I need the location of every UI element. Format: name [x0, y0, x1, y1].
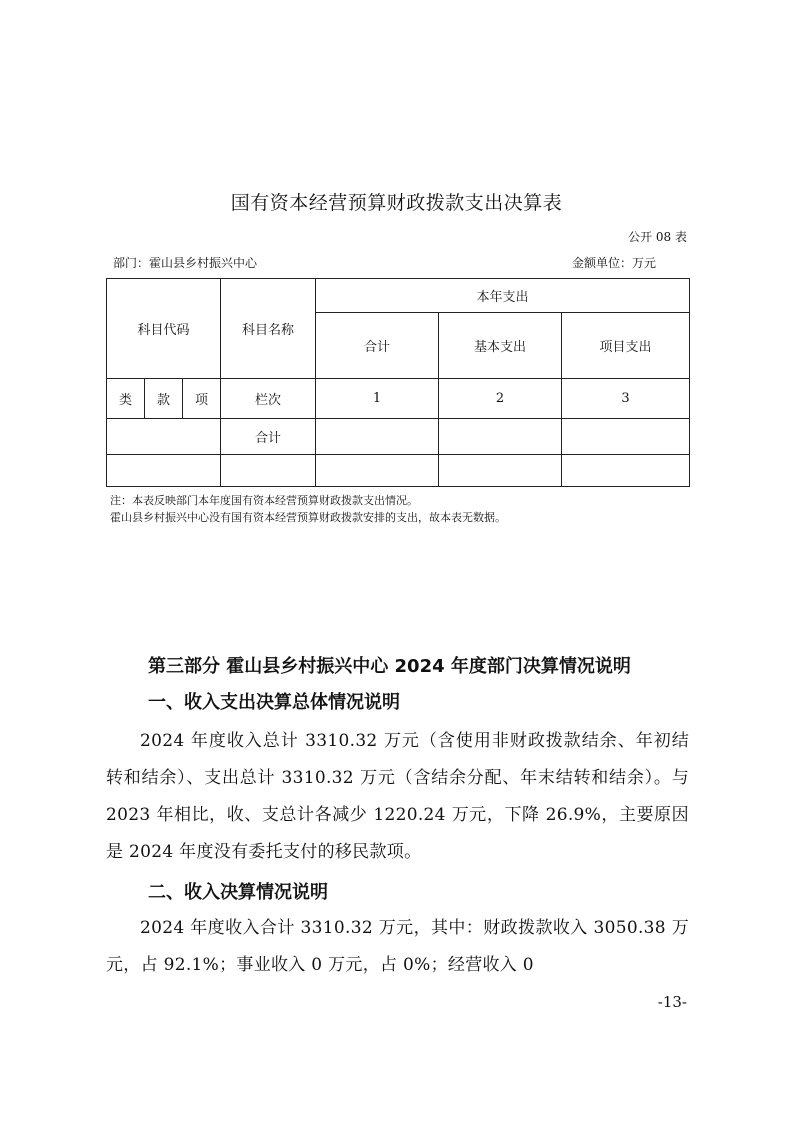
- table-cell: [107, 419, 221, 455]
- subsection-heading: 一、收入支出决算总体情况说明: [148, 692, 400, 713]
- header-basic: 基本支出: [439, 313, 562, 379]
- header-current-year: 本年支出: [316, 279, 690, 313]
- header-project: 项目支出: [562, 313, 690, 379]
- page-number: -13-: [657, 993, 687, 1011]
- code-col-section: 款: [145, 379, 183, 419]
- table-note: 注：本表反映部门本年度国有资本经营预算财政拨款支出情况。: [110, 494, 418, 507]
- table-row: [107, 419, 690, 455]
- header-subject-code: 科目代码: [107, 279, 221, 379]
- table-cell: [439, 419, 562, 455]
- table-cell: [562, 419, 690, 455]
- table-cell: [562, 455, 690, 487]
- subsection-heading: 二、收入决算情况说明: [148, 882, 328, 903]
- section-heading: 第三部分 霍山县乡村振兴中心 2024 年度部门决算情况说明: [148, 656, 631, 677]
- table-cell: [107, 455, 221, 487]
- department-label: 部门：霍山县乡村振兴中心: [113, 256, 258, 270]
- code-col-item: 项: [183, 379, 221, 419]
- table-row: [107, 455, 690, 487]
- col-number-1: 1: [316, 379, 439, 419]
- paragraph: 2024 年度收入合计 3310.32 万元，其中：财政拨款收入 3050.38 万元，占 92.1%；事业收入 0 万元，占 0%；经营收入 0: [106, 918, 689, 975]
- code-col-category: 类: [107, 379, 145, 419]
- col-number-3: 3: [562, 379, 690, 419]
- col-number-2: 2: [439, 379, 562, 419]
- table-note: 霍山县乡村振兴中心没有国有资本经营预算财政拨款安排的支出，故本表无数据。: [110, 511, 506, 524]
- table-cell: [316, 419, 439, 455]
- table-cell: [221, 455, 316, 487]
- form-number: 公开 08 表: [628, 230, 687, 244]
- document-title: 国有资本经营预算财政拨款支出决算表: [230, 192, 563, 214]
- table-cell: [439, 455, 562, 487]
- paragraph: 2024 年度收入总计 3310.32 万元（含使用非财政拨款结余、年初结转和结余）、支出总计 3310.32 万元（含结余分配、年末结转和结余）。与 2023 年相比，收、支总计各减少 1220.24 万元，下降 26.9%，主要原因是 2024 年度没有委托支付的移民款项。: [106, 731, 689, 862]
- row-label: 栏次: [221, 379, 316, 419]
- header-subject-name: 科目名称: [221, 279, 316, 379]
- unit-label: 金额单位：万元: [572, 256, 657, 270]
- table-cell: [316, 455, 439, 487]
- total-row-label: 合计: [221, 419, 316, 455]
- expenditure-table: [106, 278, 690, 487]
- header-total: 合计: [316, 313, 439, 379]
